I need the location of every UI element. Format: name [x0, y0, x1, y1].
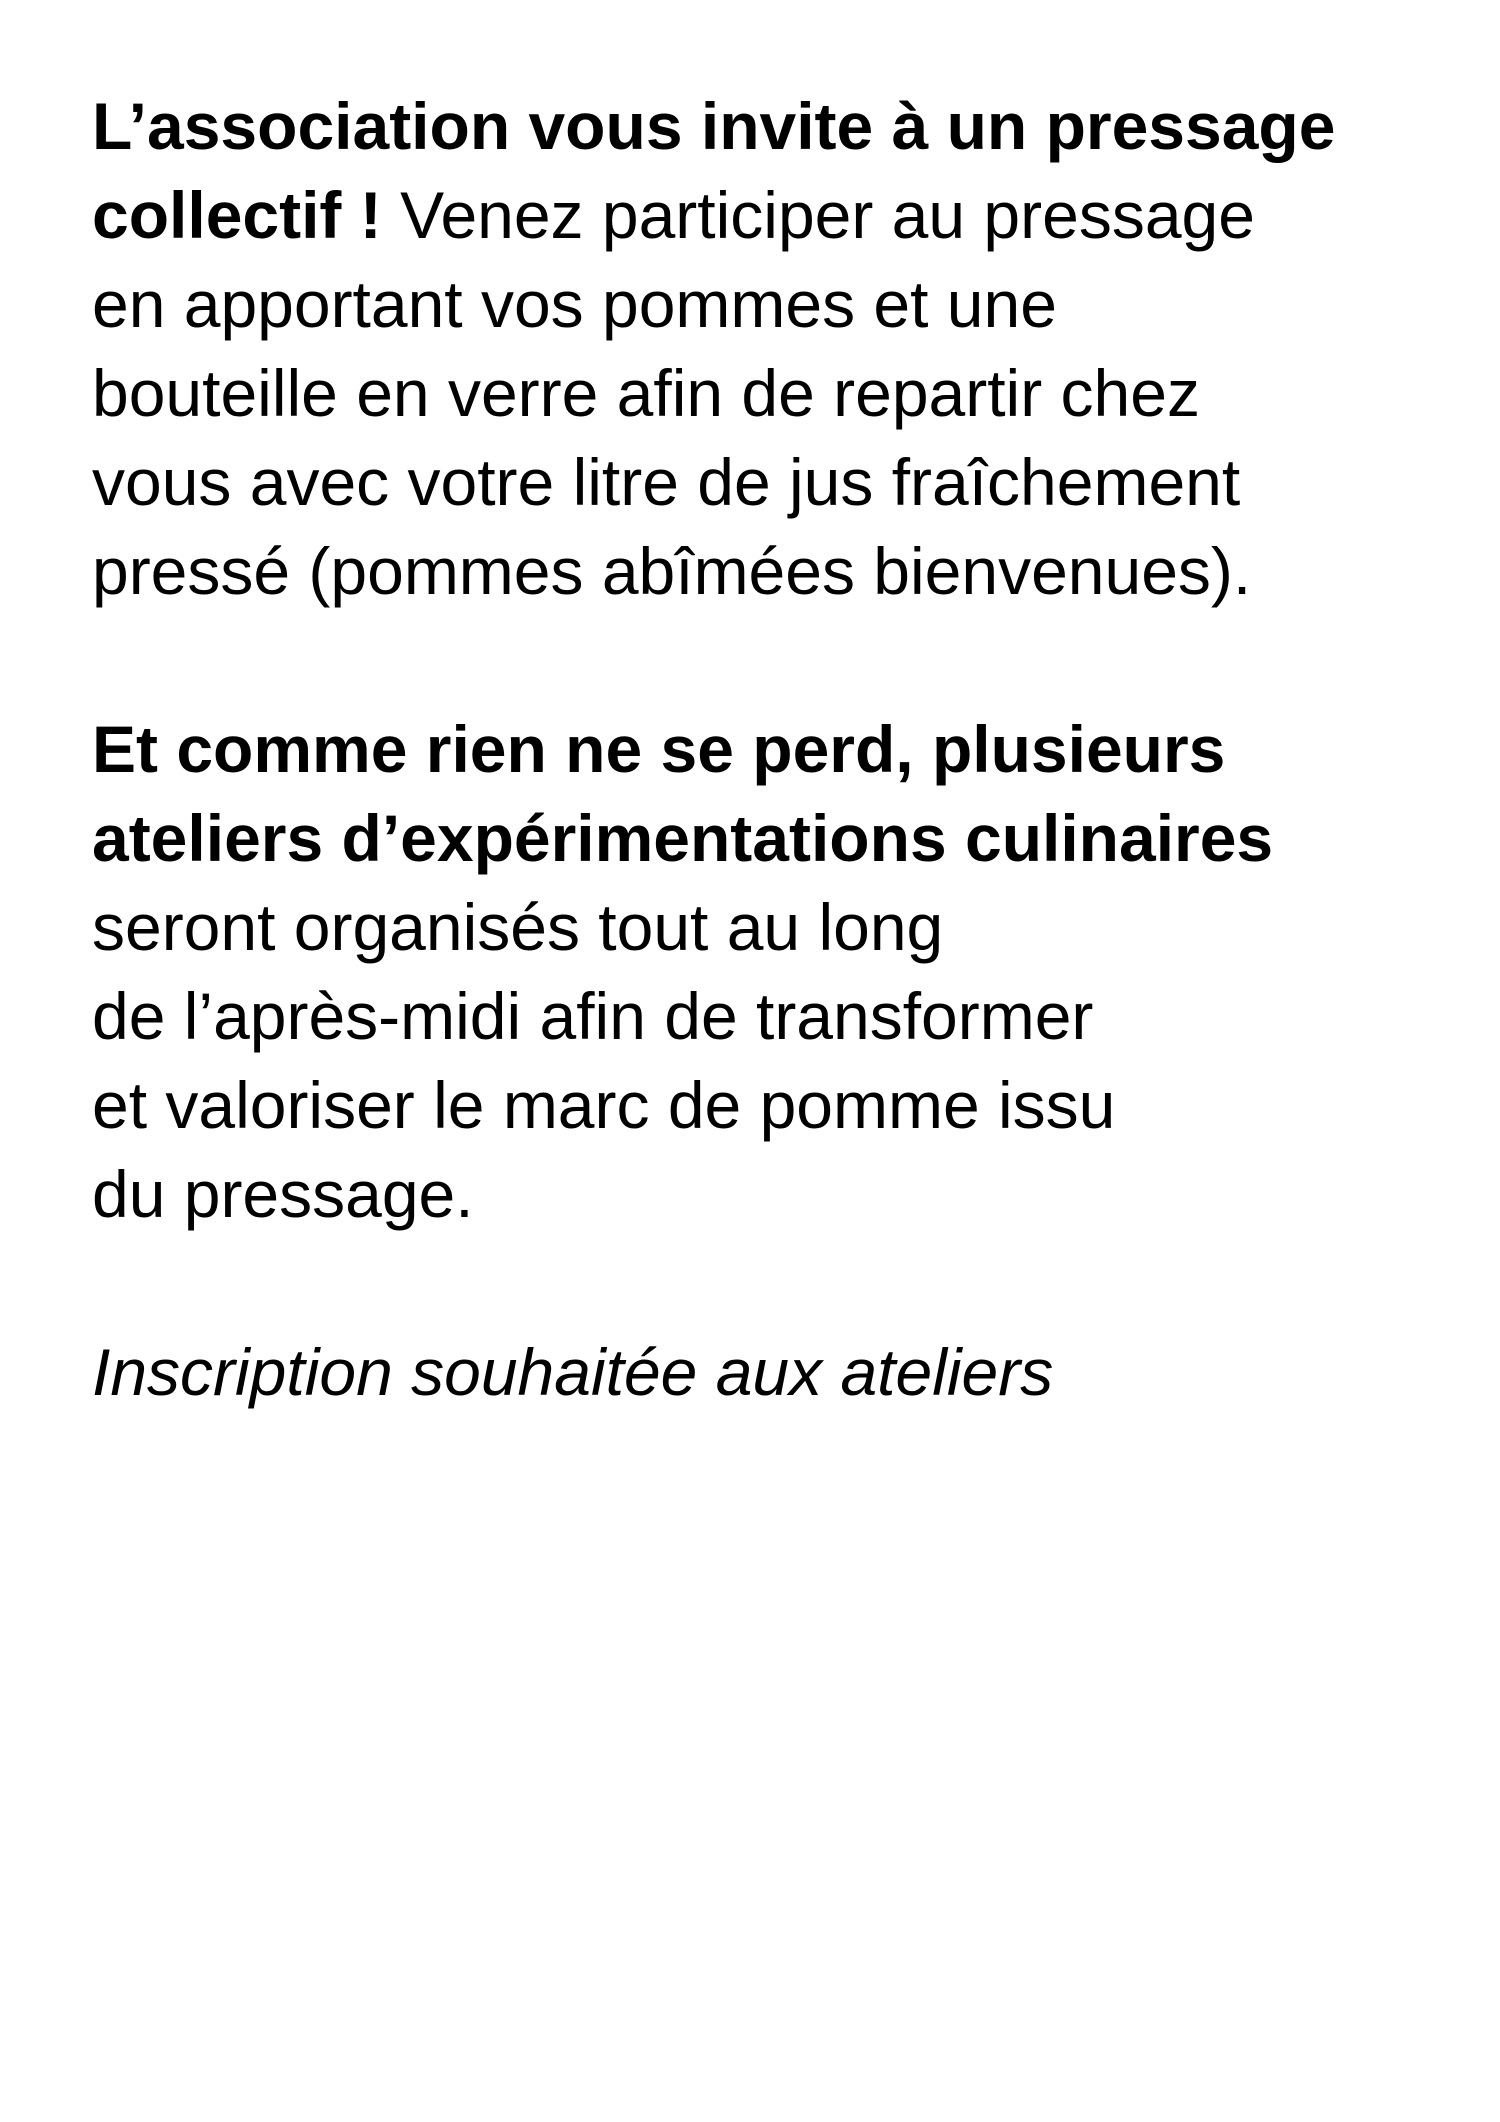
- workshops-headline-line: ateliers d’expérimentations culinaires: [92, 801, 1274, 875]
- workshops-body-line: de l’après-midi afin de transformer: [92, 979, 1094, 1053]
- document-page: [92, 82, 1432, 1506]
- workshops-body-line: seront organisés tout au long: [92, 890, 944, 964]
- invitation-headline-line: L’association vous invite à un pressage: [92, 89, 1336, 163]
- invitation-mixed-line: [92, 171, 1432, 260]
- paragraph-workshops: [92, 705, 1432, 1239]
- paragraph-invitation: [92, 82, 1432, 616]
- invitation-body-start: Venez participer au pressage: [400, 178, 1255, 252]
- registration-note: [92, 1328, 1432, 1417]
- workshops-headline-line: Et comme rien ne se perd, plusieurs: [92, 712, 1226, 786]
- invitation-body-line: pressé (pommes abîmées bienvenues).: [92, 534, 1252, 608]
- invitation-body-line: bouteille en verre afin de repartir chez: [92, 356, 1200, 430]
- workshops-body-line: du pressage.: [92, 1157, 474, 1231]
- invitation-headline-end: collectif !: [92, 178, 401, 252]
- invitation-body-line: en apportant vos pommes et une: [92, 267, 1057, 341]
- invitation-body-line: vous avec votre litre de jus fraîchement: [92, 445, 1241, 519]
- registration-note-text: Inscription souhaitée aux ateliers: [92, 1335, 1054, 1409]
- workshops-body-line: et valoriser le marc de pomme issu: [92, 1068, 1116, 1142]
